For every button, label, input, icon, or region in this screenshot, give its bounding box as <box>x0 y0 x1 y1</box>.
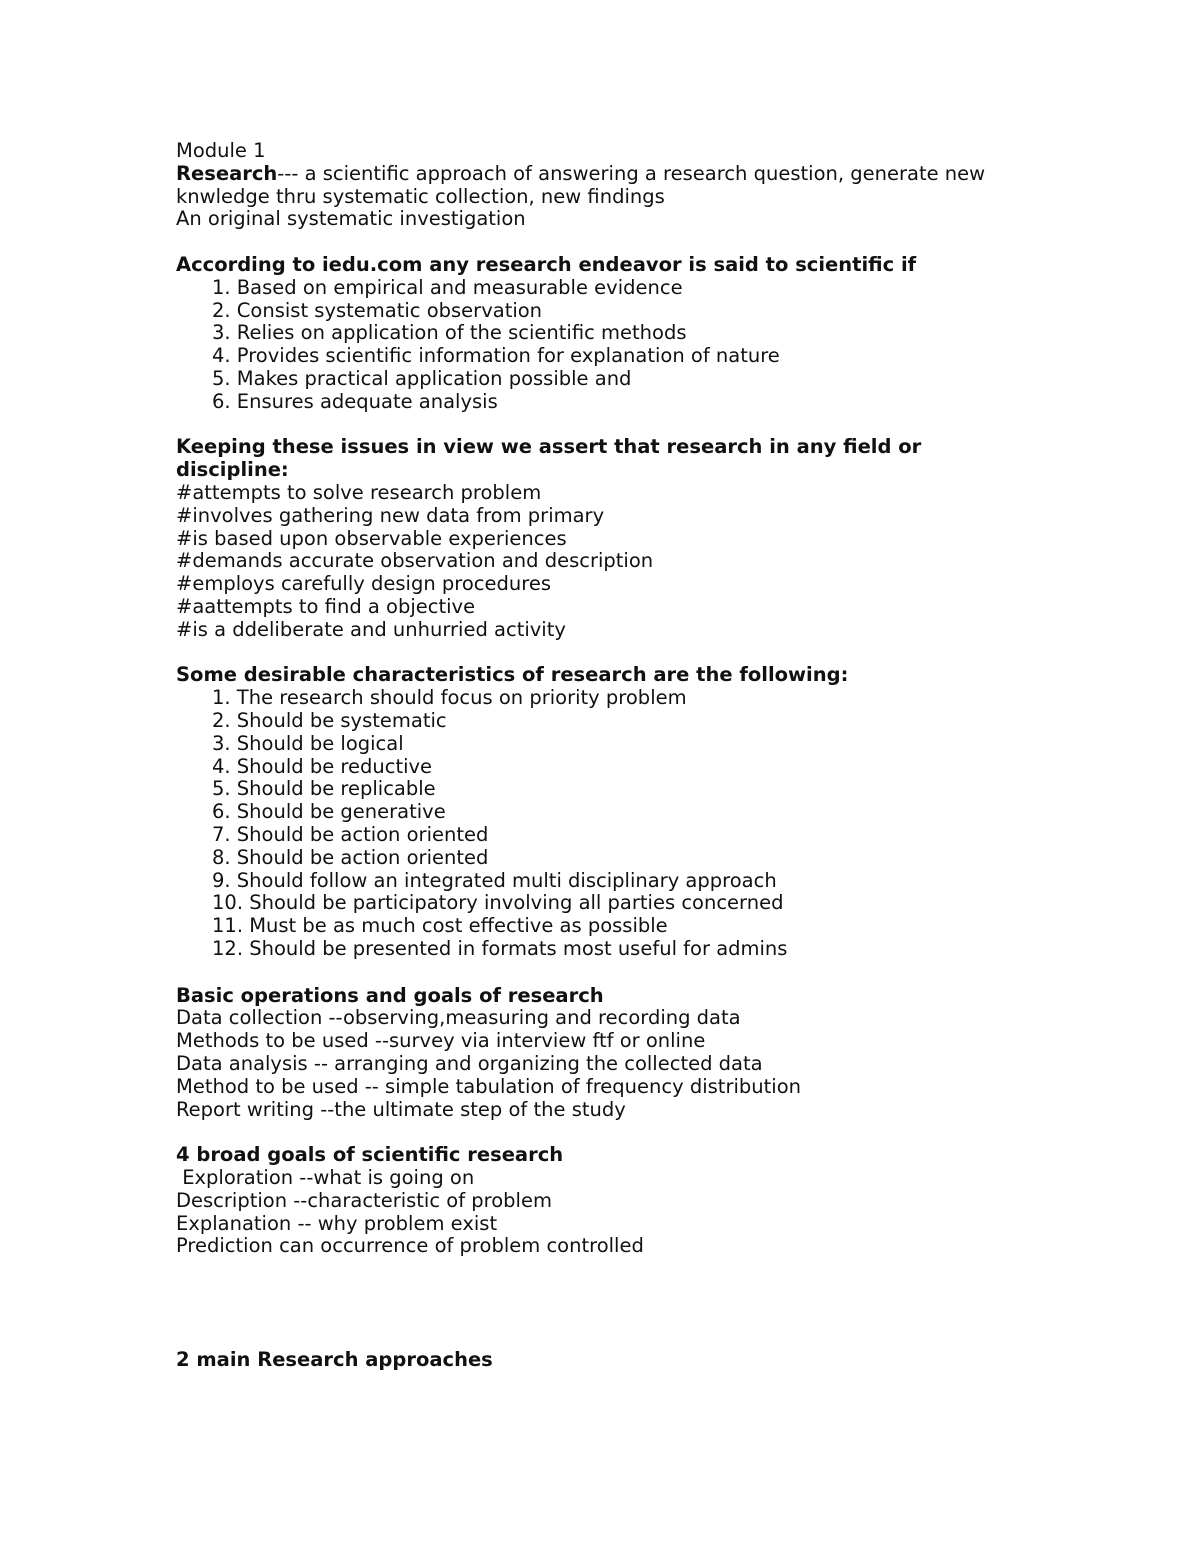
goal-item: Exploration --what is going on <box>176 1166 475 1190</box>
list-item: 5. Should be replicable <box>212 777 436 801</box>
goal-item: Prediction can occurrence of problem controlled <box>176 1234 644 1258</box>
operation-item: Methods to be used --survey via interview ftf or online <box>176 1029 706 1053</box>
list-item: 6. Ensures adequate analysis <box>212 389 498 413</box>
list-item: 3. Relies on application of the scientific methods <box>212 321 687 345</box>
list-item: 1. The research should focus on priority problem <box>212 686 687 710</box>
module-title: Module 1 <box>176 139 266 162</box>
issue-item: #involves gathering new data from primary <box>176 503 605 527</box>
list-item: 10. Should be participatory involving all parties concerned <box>212 891 784 915</box>
spacer <box>176 414 1056 437</box>
issue-item: #is a ddeliberate and unhurried activity <box>176 617 566 641</box>
issue-item: #employs carefully design procedures <box>176 572 551 596</box>
list-item: 4. Provides scientific information for explanation of nature <box>212 344 780 368</box>
scientific-criteria-list <box>176 277 1056 414</box>
issue-item: #attempts to solve research problem <box>176 480 542 504</box>
characteristics-heading: Some desirable characteristics of research are the following: <box>176 663 849 687</box>
issues-heading: Keeping these issues in view we assert that research in any field or discipline: <box>176 435 922 482</box>
list-item: 7. Should be action oriented <box>212 822 489 846</box>
list-item: 9. Should follow an integrated multi disciplinary approach <box>212 868 777 892</box>
operation-item: Report writing --the ultimate step of the study <box>176 1097 626 1121</box>
spacer <box>176 642 1056 665</box>
goal-item: Explanation -- why problem exist <box>176 1211 498 1235</box>
list-item: 1. Based on empirical and measurable evidence <box>212 275 683 299</box>
list-item: 5. Makes practical application possible and <box>212 366 632 390</box>
issue-item: #is based upon observable experiences <box>176 526 567 550</box>
research-term: Research <box>176 161 278 185</box>
list-item: 6. Should be generative <box>212 800 446 824</box>
scientific-heading: According to iedu.com any research endeavor is said to scientific if <box>176 252 917 276</box>
operations-heading: Basic operations and goals of research <box>176 983 604 1007</box>
goal-item: Description --characteristic of problem <box>176 1188 552 1212</box>
operation-item: Data analysis -- arranging and organizing the collected data <box>176 1052 763 1076</box>
issue-item: #demands accurate observation and description <box>176 549 654 573</box>
characteristics-list <box>176 687 1056 961</box>
list-item: 11. Must be as much cost effective as possible <box>212 914 668 938</box>
spacer <box>176 1121 1056 1144</box>
document-page <box>176 140 1056 1372</box>
operation-item: Data collection --observing,measuring and recording data <box>176 1006 741 1030</box>
spacer <box>176 961 1056 985</box>
list-item: 2. Consist systematic observation <box>212 298 543 322</box>
spacer <box>176 1258 1056 1349</box>
list-item: 4. Should be reductive <box>212 754 433 778</box>
approaches-heading: 2 main Research approaches <box>176 1348 493 1372</box>
research-definition-line-3: An original systematic investigation <box>176 207 526 231</box>
list-item: 3. Should be logical <box>212 731 404 755</box>
spacer <box>176 231 1056 254</box>
research-definition-line-2: knwledge thru systematic collection, new findings <box>176 184 665 208</box>
research-definition-text: --- a scientific approach of answering a research question, generate new <box>277 161 986 185</box>
issue-item: #aattempts to find a objective <box>176 594 476 618</box>
operation-item: Method to be used -- simple tabulation of frequency distribution <box>176 1074 801 1098</box>
list-item: 12. Should be presented in formats most useful for admins <box>212 936 788 960</box>
goals-heading: 4 broad goals of scientific research <box>176 1143 564 1167</box>
list-item: 8. Should be action oriented <box>212 845 489 869</box>
list-item: 2. Should be systematic <box>212 708 447 732</box>
research-definition-line-1 <box>176 163 1056 186</box>
